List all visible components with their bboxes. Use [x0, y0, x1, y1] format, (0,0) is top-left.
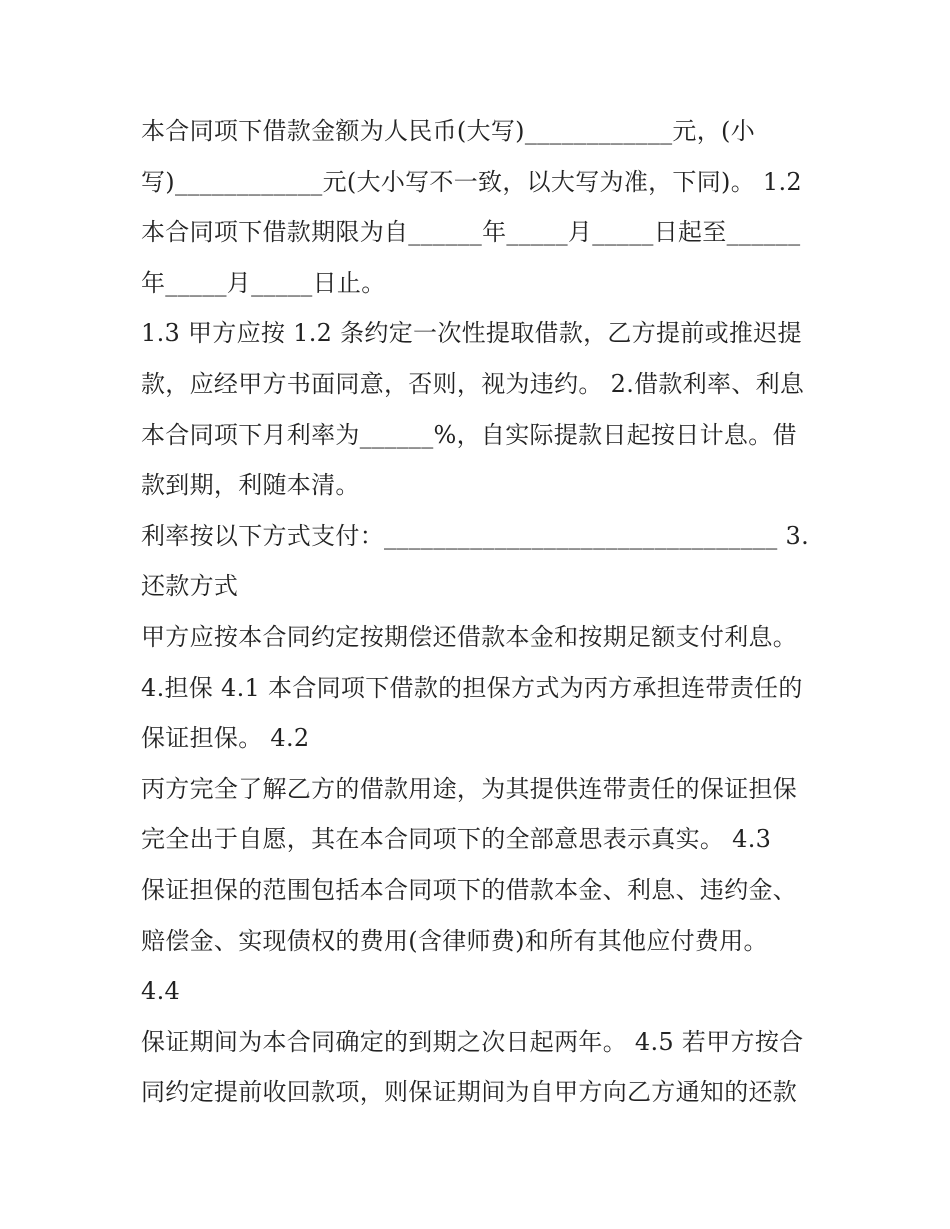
text-line: 写)____________元(大小写不一致，以大写为准，下同)。 1.2 [141, 167, 802, 196]
text-line: 赔偿金、实现债权的费用(含律师费)和所有其他应付费用。 [141, 926, 768, 955]
text-line: 款，应经甲方书面同意，否则，视为违约。 2.借款利率、利息 [141, 369, 805, 398]
text-line: 保证期间为本合同确定的到期之次日起两年。 4.5 若甲方按合 [141, 1027, 804, 1056]
text-line: 利率按以下方式支付：________________________________ 3. [141, 521, 810, 550]
text-line: 年_____月_____日止。 [141, 268, 386, 297]
text-line: 本合同项下月利率为______%，自实际提款日起按日计息。借 [141, 420, 797, 449]
text-line: 完全出于自愿，其在本合同项下的全部意思表示真实。 4.3 [141, 825, 772, 854]
text-line: 本合同项下借款期限为自______年_____月_____日起至______ [141, 218, 801, 247]
text-line: 4.担保 4.1 本合同项下借款的担保方式为丙方承担连带责任的 [141, 673, 803, 702]
text-line: 同约定提前收回款项，则保证期间为自甲方向乙方通知的还款 [141, 1078, 798, 1107]
text-line: 1.3 甲方应按 1.2 条约定一次性提取借款，乙方提前或推迟提 [141, 319, 802, 348]
contract-text [141, 106, 831, 1118]
text-line: 保证担保的范围包括本合同项下的借款本金、利息、违约金、 [141, 875, 798, 904]
text-line: 还款方式 [141, 572, 239, 601]
text-line: 保证担保。 4.2 [141, 724, 310, 753]
text-line: 款到期，利随本清。 [141, 471, 360, 500]
text-line: 丙方完全了解乙方的借款用途，为其提供连带责任的保证担保 [141, 774, 798, 803]
text-line: 本合同项下借款金额为人民币(大写)____________元，(小 [141, 117, 755, 145]
text-line: 甲方应按本合同约定按期偿还借款本金和按期足额支付利息。 [141, 622, 798, 651]
text-line: 4.4 [141, 977, 181, 1006]
